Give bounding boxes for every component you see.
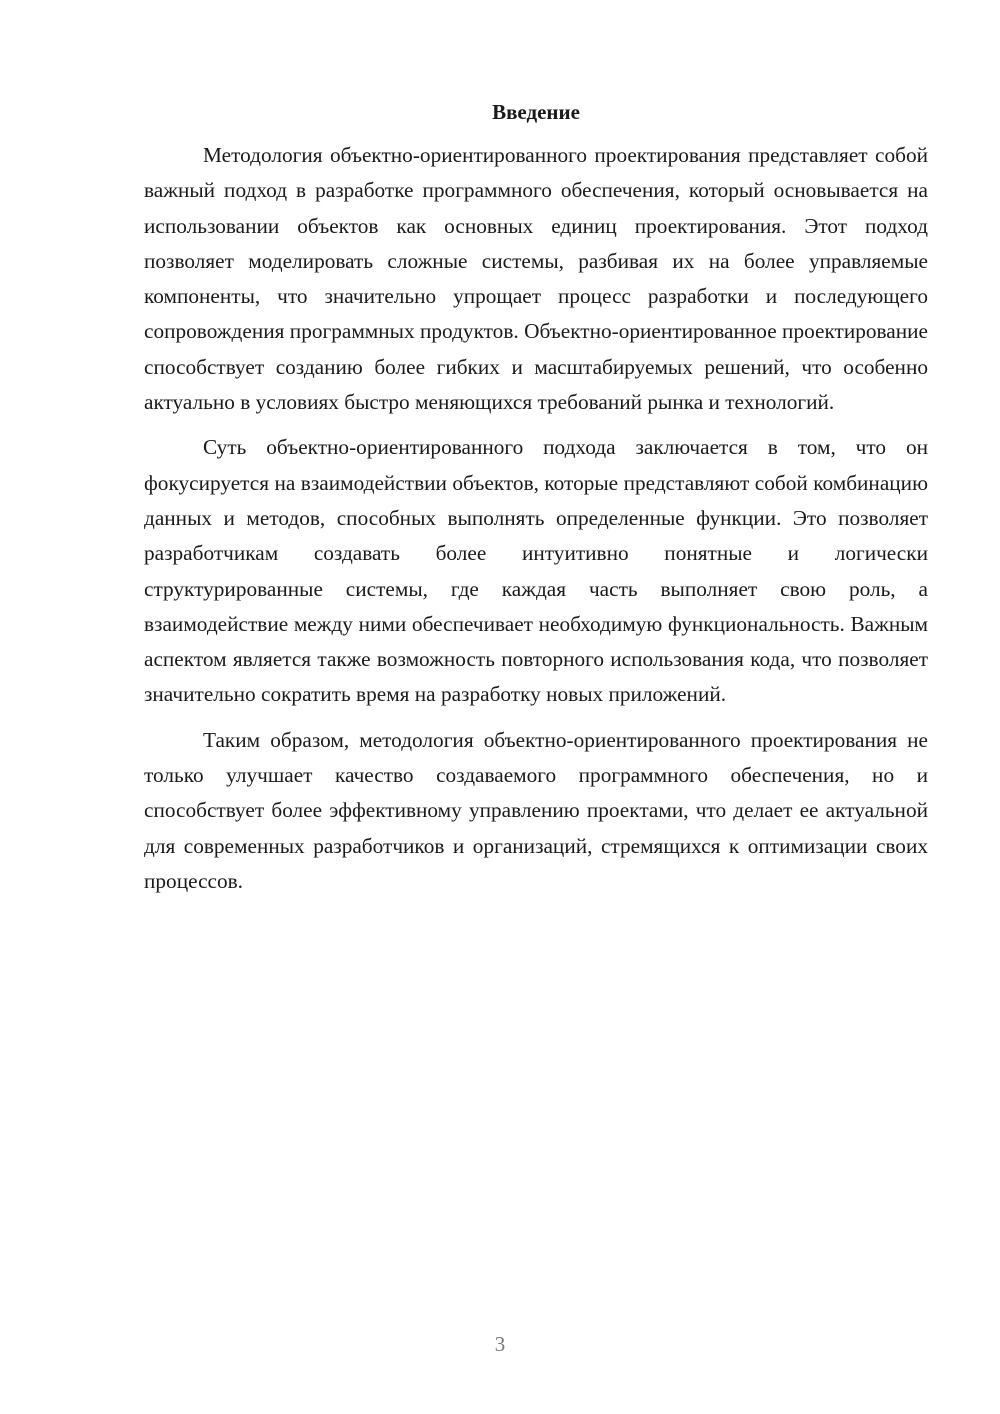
page-number: 3	[494, 1332, 506, 1356]
paragraph-1: Методология объектно-ориентированного проектирования представляет собой важный подход в разработке программного обеспечения, который основывается на использовании объектов как основных единиц проектирования. Этот подход позволяет моделировать сложные системы, разбивая их на более управляемые компоненты, что значительно упрощает процесс разработки и последующего сопровождения программных продуктов. Объектно-ориентированное проектирование способствует созданию более гибких и масштабируемых решений, что особенно актуально в условиях быстро меняющихся требований рынка и технологий.	[144, 143, 928, 415]
section-heading: Введение	[492, 100, 580, 124]
page-content	[144, 96, 928, 909]
paragraph-2: Суть объектно-ориентированного подхода заключается в том, что он фокусируется на взаимодействии объектов, которые представляют собой комбинацию данных и методов, способных выполнять определенные функции. Это позволяет разработчикам создавать более интуитивно понятные и логически структурированные системы, где каждая часть выполняет свою роль, а взаимодействие между ними обеспечивает необходимую функциональность. Важным аспектом является также возможность повторного использования кода, что позволяет значительно сократить время на разработку новых приложений.	[144, 435, 928, 707]
paragraph-3: Таким образом, методология объектно-ориентированного проектирования не только улучшает качество создаваемого программного обеспечения, но и способствует более эффективному управлению проектами, что делает ее актуальной для современных разработчиков и организаций, стремящихся к оптимизации своих процессов.	[144, 727, 928, 893]
